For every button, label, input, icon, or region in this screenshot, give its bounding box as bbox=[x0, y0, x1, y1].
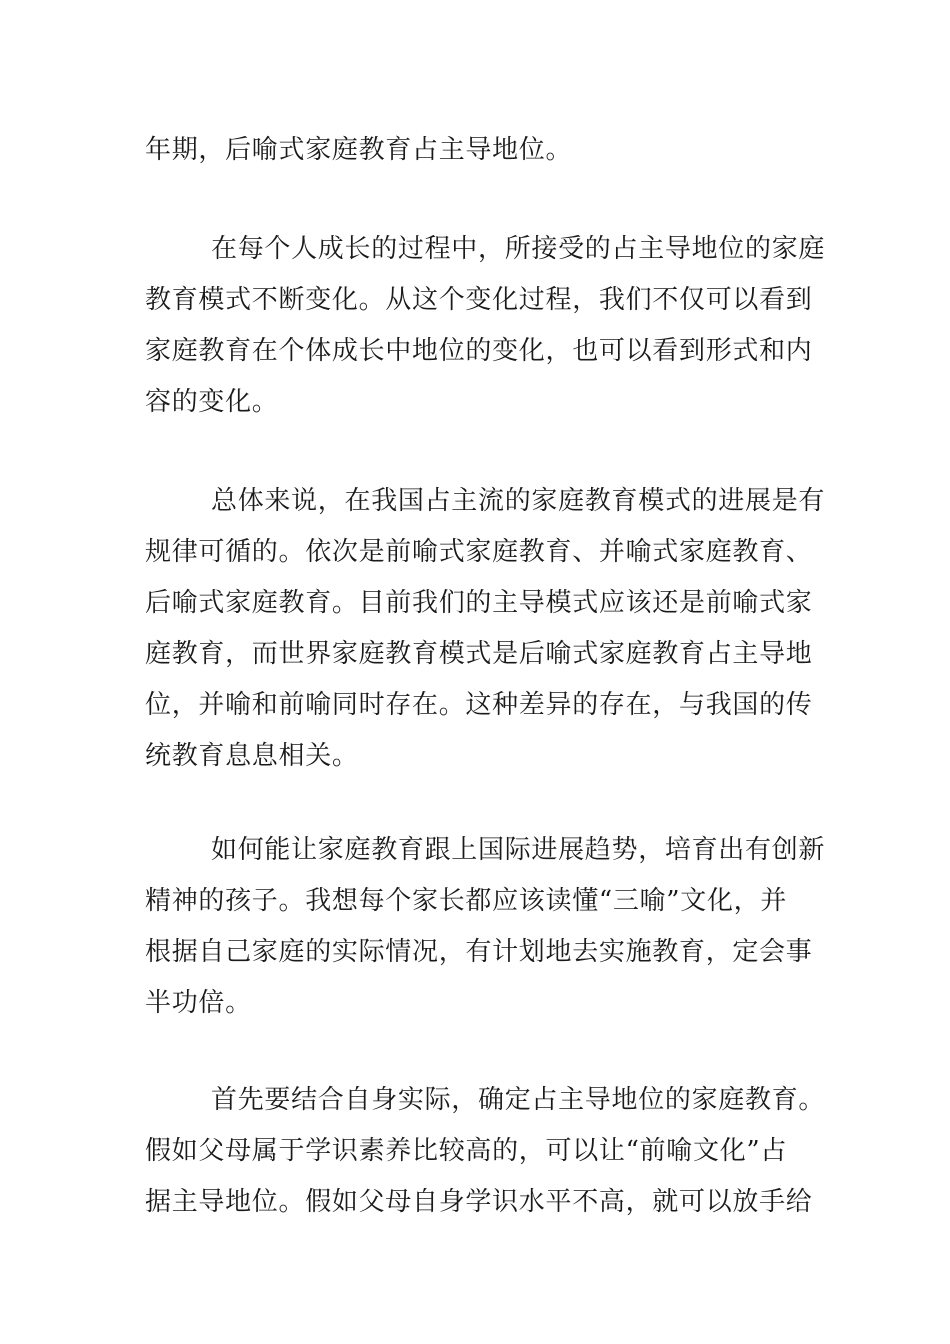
paragraph-4-line-2: 精神的孩子。我想每个家长都应该读懂“三喻”文化，并 bbox=[145, 886, 788, 916]
paragraph-3-line-1: 总体来说，在我国占主流的家庭教育模式的进展是有 bbox=[211, 486, 826, 516]
paragraph-3-line-3: 后喻式家庭教育。目前我们的主导模式应该还是前喻式家 bbox=[145, 588, 813, 618]
paragraph-3-line-6: 统教育息息相关。 bbox=[145, 741, 359, 771]
paragraph-4-line-4: 半功倍。 bbox=[145, 988, 252, 1018]
paragraph-3-line-2: 规律可循的。依次是前喻式家庭教育、并喻式家庭教育、 bbox=[145, 537, 813, 567]
paragraph-2-line-4: 容的变化。 bbox=[145, 387, 279, 417]
paragraph-3-line-5: 位，并喻和前喻同时存在。这种差异的存在，与我国的传 bbox=[145, 690, 813, 720]
paragraph-2-line-2: 教育模式不断变化。从这个变化过程，我们不仅可以看到 bbox=[145, 285, 813, 315]
paragraph-5-line-3: 据主导地位。假如父母自身学识水平不高，就可以放手给 bbox=[145, 1187, 813, 1217]
paragraph-4-line-3: 根据自己家庭的实际情况，有计划地去实施教育，定会事 bbox=[145, 937, 813, 967]
paragraph-2-line-3: 家庭教育在个体成长中地位的变化，也可以看到形式和内 bbox=[145, 336, 813, 366]
paragraph-5-line-2: 假如父母属于学识素养比较高的，可以让“前喻文化”占 bbox=[145, 1136, 788, 1166]
paragraph-2-line-1: 在每个人成长的过程中，所接受的占主导地位的家庭 bbox=[211, 234, 826, 264]
paragraph-5-line-1: 首先要结合自身实际，确定占主导地位的家庭教育。 bbox=[211, 1085, 826, 1115]
paragraph-1-line-1: 年期，后喻式家庭教育占主导地位。 bbox=[145, 135, 573, 165]
paragraph-3-line-4: 庭教育，而世界家庭教育模式是后喻式家庭教育占主导地 bbox=[145, 639, 813, 669]
paragraph-4-line-1: 如何能让家庭教育跟上国际进展趋势，培育出有创新 bbox=[211, 835, 826, 865]
